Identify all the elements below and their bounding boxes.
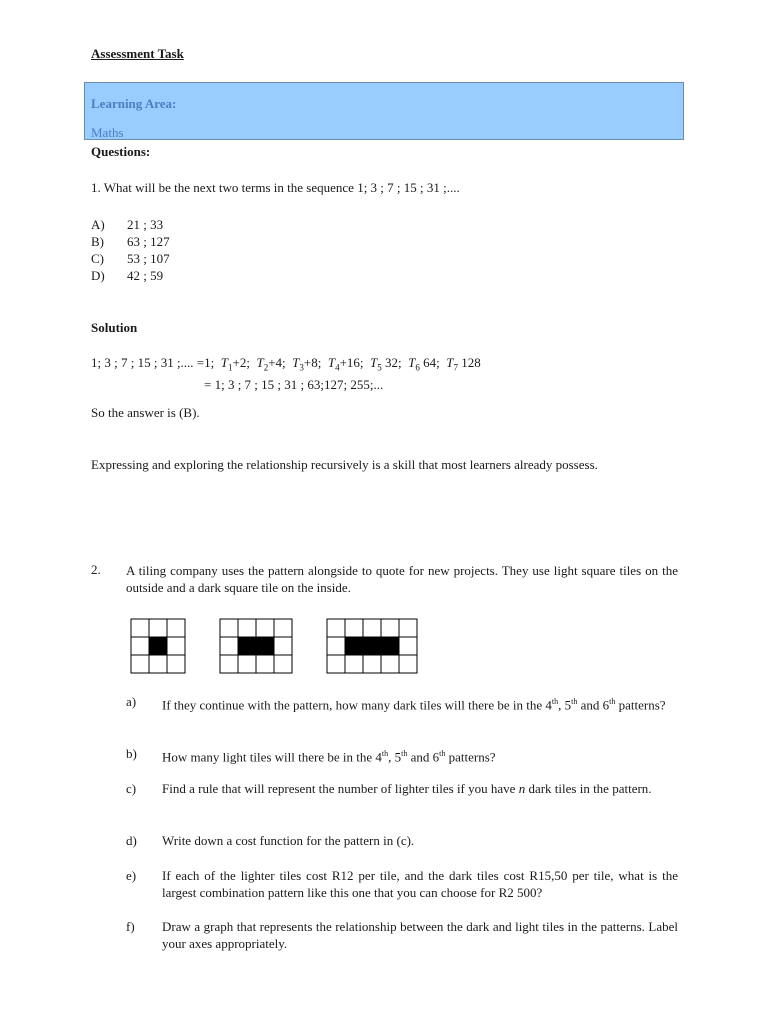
- light-tile: [220, 619, 238, 637]
- light-tile: [238, 619, 256, 637]
- option-value: 42 ; 59: [127, 268, 164, 283]
- questions-heading: Questions:: [91, 144, 151, 159]
- option-letter: B): [91, 234, 104, 249]
- light-tile: [399, 655, 417, 673]
- light-tile: [167, 619, 185, 637]
- learning-area-value: Maths: [91, 125, 124, 140]
- tile-patterns: [130, 618, 430, 674]
- sub-question-f: [126, 918, 678, 952]
- sub-question-c: [126, 780, 678, 814]
- sub-question-text: Find a rule that will represent the number of lighter tiles if you have n dark tiles in the pattern.: [162, 781, 652, 796]
- light-tile: [381, 619, 399, 637]
- option-d: [91, 268, 291, 284]
- dark-tile: [381, 637, 399, 655]
- sub-question-letter: f): [126, 919, 135, 934]
- learning-area-label: Learning Area:: [91, 96, 177, 111]
- dark-tile: [256, 637, 274, 655]
- light-tile: [327, 619, 345, 637]
- solution-heading: Solution: [91, 320, 138, 335]
- option-a: [91, 217, 291, 233]
- question-2-text: A tiling company uses the pattern alongside to quote for new projects. They use light square tiles on the outside and a dark square tile on the inside.: [126, 563, 678, 595]
- question-2-number: 2.: [91, 562, 101, 577]
- sub-question-d: [126, 832, 678, 849]
- dark-tile: [149, 637, 167, 655]
- tile-pattern-3: [327, 619, 417, 673]
- light-tile: [256, 619, 274, 637]
- solution-line-1: 1; 3 ; 7 ; 15 ; 31 ;.... =1; $T_1+2$; $T_2+4$; $T_3+8$; $T_4+16$; $T_5$ 32; $T_6$ 64; $T_7$ 128: [91, 355, 481, 373]
- tile-pattern-2: [220, 619, 292, 673]
- light-tile: [238, 655, 256, 673]
- light-tile: [345, 655, 363, 673]
- light-tile: [149, 619, 167, 637]
- light-tile: [131, 619, 149, 637]
- option-value: 63 ; 127: [127, 234, 170, 249]
- sub-question-letter: e): [126, 868, 137, 883]
- solution-answer: So the answer is (B).: [91, 405, 200, 420]
- solution-sequence: 1; 3 ; 7 ; 15 ; 31 ;.... =: [91, 355, 205, 370]
- option-c: [91, 251, 291, 267]
- sub-question-text: Write down a cost function for the pattern in (c).: [162, 833, 415, 848]
- sub-question-e: [126, 867, 678, 901]
- sub-question-letter: a): [126, 694, 137, 709]
- tile-pattern-1: [131, 619, 185, 673]
- light-tile: [167, 637, 185, 655]
- sub-question-text: If they continue with the pattern, how many dark tiles will there be in the 4th, 5th and 6th patterns?: [162, 697, 666, 713]
- light-tile: [363, 619, 381, 637]
- sub-question-letter: b): [126, 746, 137, 761]
- sub-question-letter: d): [126, 833, 137, 848]
- light-tile: [399, 637, 417, 655]
- solution-line-2: = 1; 3 ; 7 ; 15 ; 31 ; 63;127; 255;...: [204, 377, 384, 392]
- tile-pattern-group: [131, 619, 417, 673]
- light-tile: [381, 655, 399, 673]
- light-tile: [363, 655, 381, 673]
- dark-tile: [363, 637, 381, 655]
- sub-question-b: [126, 745, 678, 765]
- option-b: [91, 234, 291, 250]
- sub-question-a: [126, 693, 678, 727]
- solution-note: Expressing and exploring the relationship recursively is a skill that most learners already possess.: [91, 457, 598, 472]
- question-1-text: 1. What will be the next two terms in the sequence 1; 3 ; 7 ; 15 ; 31 ;....: [91, 180, 460, 195]
- light-tile: [220, 637, 238, 655]
- document-title: Assessment Task: [91, 46, 184, 61]
- light-tile: [274, 637, 292, 655]
- learning-area-box: [84, 82, 684, 140]
- dark-tile: [238, 637, 256, 655]
- sub-question-text: How many light tiles will there be in the 4th, 5th and 6th patterns?: [162, 749, 496, 765]
- light-tile: [274, 655, 292, 673]
- light-tile: [220, 655, 238, 673]
- light-tile: [167, 655, 185, 673]
- light-tile: [327, 637, 345, 655]
- option-letter: C): [91, 251, 104, 266]
- light-tile: [131, 637, 149, 655]
- light-tile: [327, 655, 345, 673]
- light-tile: [345, 619, 363, 637]
- sub-question-text: Draw a graph that represents the relationship between the dark and light tiles in the patterns. Label your axes appropriately.: [162, 919, 678, 951]
- dark-tile: [345, 637, 363, 655]
- option-value: 21 ; 33: [127, 217, 164, 232]
- sub-question-text: If each of the lighter tiles cost R12 per tile, and the dark tiles cost R15,50 per tile, what is the largest combination pattern like this one that you can choose for R2 500?: [162, 868, 678, 900]
- light-tile: [399, 619, 417, 637]
- light-tile: [131, 655, 149, 673]
- option-value: 53 ; 107: [127, 251, 170, 266]
- light-tile: [274, 619, 292, 637]
- option-letter: A): [91, 217, 105, 232]
- sub-question-letter: c): [126, 781, 137, 796]
- option-letter: D): [91, 268, 105, 283]
- light-tile: [256, 655, 274, 673]
- light-tile: [149, 655, 167, 673]
